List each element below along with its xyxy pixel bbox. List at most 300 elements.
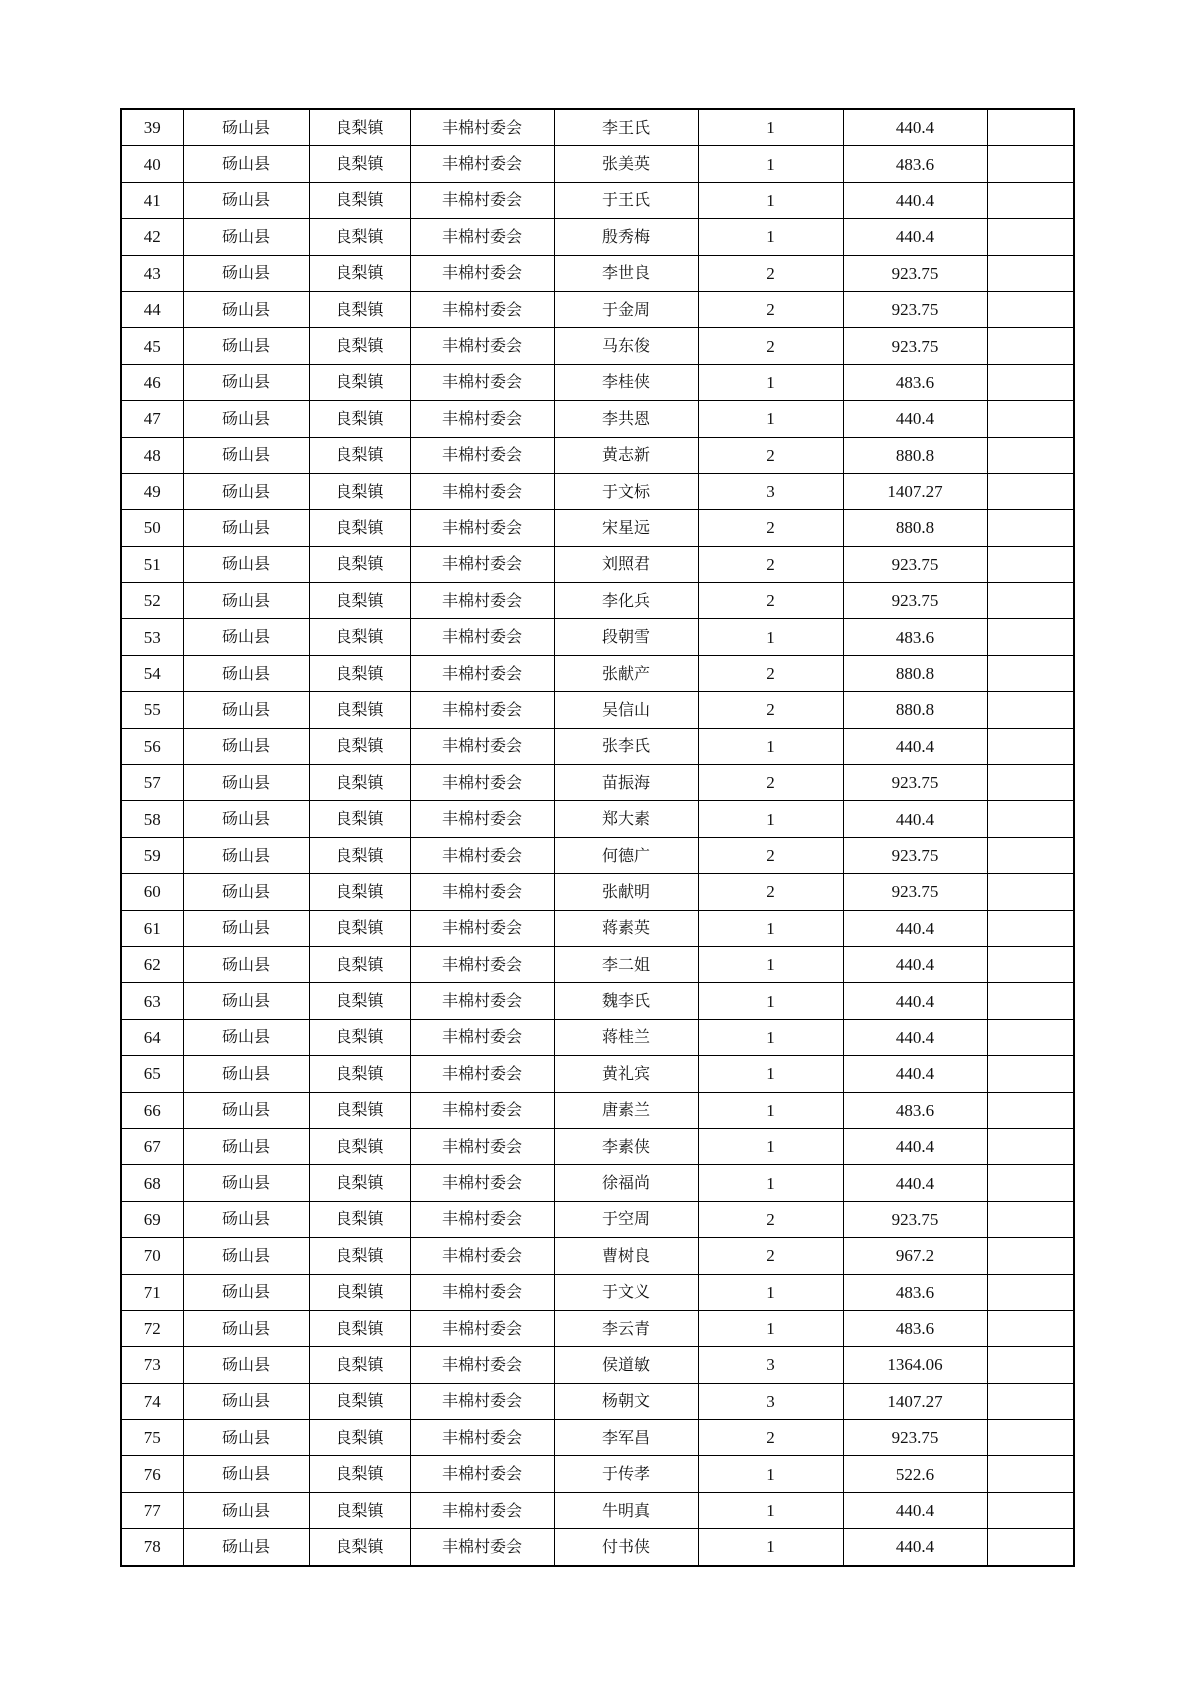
household-count-cell: 2 (698, 874, 843, 910)
amount-cell: 880.8 (843, 510, 987, 546)
town-cell: 良梨镇 (309, 1201, 410, 1237)
county-cell: 砀山县 (183, 109, 309, 146)
note-cell (987, 765, 1074, 801)
village-committee-cell: 丰棉村委会 (410, 874, 554, 910)
person-name-cell: 张李氏 (554, 728, 698, 764)
town-cell: 良梨镇 (309, 910, 410, 946)
note-cell (987, 182, 1074, 218)
village-committee-cell: 丰棉村委会 (410, 619, 554, 655)
row-number-cell: 55 (121, 692, 183, 728)
town-cell: 良梨镇 (309, 1492, 410, 1528)
person-name-cell: 李世良 (554, 255, 698, 291)
household-count-cell: 1 (698, 1492, 843, 1528)
row-number-cell: 70 (121, 1238, 183, 1274)
person-name-cell: 徐福尚 (554, 1165, 698, 1201)
amount-cell: 440.4 (843, 1056, 987, 1092)
town-cell: 良梨镇 (309, 1347, 410, 1383)
note-cell (987, 109, 1074, 146)
county-cell: 砀山县 (183, 983, 309, 1019)
person-name-cell: 张献产 (554, 655, 698, 691)
household-count-cell: 1 (698, 1274, 843, 1310)
household-count-cell: 1 (698, 1019, 843, 1055)
person-name-cell: 苗振海 (554, 765, 698, 801)
table-row (121, 109, 1074, 146)
row-number-cell: 39 (121, 109, 183, 146)
household-count-cell: 1 (698, 1529, 843, 1566)
row-number-cell: 44 (121, 291, 183, 327)
county-cell: 砀山县 (183, 1092, 309, 1128)
amount-cell: 967.2 (843, 1238, 987, 1274)
table-row (121, 255, 1074, 291)
table-row (121, 1347, 1074, 1383)
row-number-cell: 40 (121, 146, 183, 182)
note-cell (987, 219, 1074, 255)
amount-cell: 440.4 (843, 109, 987, 146)
village-committee-cell: 丰棉村委会 (410, 837, 554, 873)
person-name-cell: 蒋素英 (554, 910, 698, 946)
village-committee-cell: 丰棉村委会 (410, 146, 554, 182)
household-count-cell: 3 (698, 1383, 843, 1419)
table-row (121, 328, 1074, 364)
note-cell (987, 910, 1074, 946)
person-name-cell: 黄礼宾 (554, 1056, 698, 1092)
person-name-cell: 刘照君 (554, 546, 698, 582)
row-number-cell: 59 (121, 837, 183, 873)
note-cell (987, 364, 1074, 400)
row-number-cell: 75 (121, 1420, 183, 1456)
household-count-cell: 3 (698, 1347, 843, 1383)
town-cell: 良梨镇 (309, 765, 410, 801)
note-cell (987, 1420, 1074, 1456)
amount-cell: 483.6 (843, 364, 987, 400)
amount-cell: 440.4 (843, 946, 987, 982)
county-cell: 砀山县 (183, 1238, 309, 1274)
town-cell: 良梨镇 (309, 1383, 410, 1419)
town-cell: 良梨镇 (309, 510, 410, 546)
household-count-cell: 3 (698, 473, 843, 509)
person-name-cell: 李军昌 (554, 1420, 698, 1456)
table-row (121, 1310, 1074, 1346)
town-cell: 良梨镇 (309, 364, 410, 400)
row-number-cell: 72 (121, 1310, 183, 1346)
note-cell (987, 837, 1074, 873)
village-committee-cell: 丰棉村委会 (410, 1529, 554, 1566)
county-cell: 砀山县 (183, 910, 309, 946)
note-cell (987, 1492, 1074, 1528)
village-committee-cell: 丰棉村委会 (410, 1128, 554, 1164)
amount-cell: 483.6 (843, 1092, 987, 1128)
row-number-cell: 60 (121, 874, 183, 910)
village-committee-cell: 丰棉村委会 (410, 946, 554, 982)
household-count-cell: 1 (698, 219, 843, 255)
table-row (121, 1383, 1074, 1419)
person-name-cell: 魏李氏 (554, 983, 698, 1019)
person-name-cell: 蒋桂兰 (554, 1019, 698, 1055)
village-committee-cell: 丰棉村委会 (410, 255, 554, 291)
county-cell: 砀山县 (183, 328, 309, 364)
household-count-cell: 2 (698, 510, 843, 546)
table-row (121, 546, 1074, 582)
note-cell (987, 1529, 1074, 1566)
county-cell: 砀山县 (183, 619, 309, 655)
row-number-cell: 73 (121, 1347, 183, 1383)
row-number-cell: 58 (121, 801, 183, 837)
person-name-cell: 吴信山 (554, 692, 698, 728)
note-cell (987, 1347, 1074, 1383)
row-number-cell: 48 (121, 437, 183, 473)
town-cell: 良梨镇 (309, 109, 410, 146)
county-cell: 砀山县 (183, 1347, 309, 1383)
amount-cell: 440.4 (843, 983, 987, 1019)
town-cell: 良梨镇 (309, 728, 410, 764)
household-count-cell: 2 (698, 655, 843, 691)
town-cell: 良梨镇 (309, 328, 410, 364)
note-cell (987, 437, 1074, 473)
note-cell (987, 983, 1074, 1019)
village-committee-cell: 丰棉村委会 (410, 328, 554, 364)
household-count-cell: 2 (698, 437, 843, 473)
amount-cell: 1407.27 (843, 1383, 987, 1419)
note-cell (987, 546, 1074, 582)
household-count-cell: 2 (698, 328, 843, 364)
row-number-cell: 65 (121, 1056, 183, 1092)
village-committee-cell: 丰棉村委会 (410, 546, 554, 582)
county-cell: 砀山县 (183, 1492, 309, 1528)
note-cell (987, 1128, 1074, 1164)
county-cell: 砀山县 (183, 728, 309, 764)
town-cell: 良梨镇 (309, 1056, 410, 1092)
town-cell: 良梨镇 (309, 291, 410, 327)
household-count-cell: 1 (698, 1056, 843, 1092)
table-row (121, 437, 1074, 473)
row-number-cell: 43 (121, 255, 183, 291)
county-cell: 砀山县 (183, 182, 309, 218)
household-count-cell: 1 (698, 728, 843, 764)
row-number-cell: 67 (121, 1128, 183, 1164)
household-count-cell: 1 (698, 1456, 843, 1492)
table-row (121, 182, 1074, 218)
table-row (121, 1092, 1074, 1128)
row-number-cell: 54 (121, 655, 183, 691)
amount-cell: 880.8 (843, 655, 987, 691)
household-count-cell: 1 (698, 801, 843, 837)
person-name-cell: 付书侠 (554, 1529, 698, 1566)
table-row (121, 291, 1074, 327)
table-row (121, 1056, 1074, 1092)
town-cell: 良梨镇 (309, 146, 410, 182)
amount-cell: 483.6 (843, 619, 987, 655)
county-cell: 砀山县 (183, 401, 309, 437)
amount-cell: 522.6 (843, 1456, 987, 1492)
town-cell: 良梨镇 (309, 255, 410, 291)
amount-cell: 440.4 (843, 219, 987, 255)
table-row (121, 583, 1074, 619)
person-name-cell: 马东俊 (554, 328, 698, 364)
county-cell: 砀山县 (183, 692, 309, 728)
county-cell: 砀山县 (183, 473, 309, 509)
village-committee-cell: 丰棉村委会 (410, 655, 554, 691)
amount-cell: 440.4 (843, 1128, 987, 1164)
note-cell (987, 728, 1074, 764)
row-number-cell: 46 (121, 364, 183, 400)
village-committee-cell: 丰棉村委会 (410, 1092, 554, 1128)
household-count-cell: 2 (698, 291, 843, 327)
person-name-cell: 于文标 (554, 473, 698, 509)
amount-cell: 440.4 (843, 1529, 987, 1566)
note-cell (987, 1092, 1074, 1128)
table-row (121, 1019, 1074, 1055)
person-name-cell: 李共恩 (554, 401, 698, 437)
town-cell: 良梨镇 (309, 1310, 410, 1346)
village-committee-cell: 丰棉村委会 (410, 219, 554, 255)
amount-cell: 923.75 (843, 1201, 987, 1237)
table-row (121, 1238, 1074, 1274)
county-cell: 砀山县 (183, 874, 309, 910)
county-cell: 砀山县 (183, 1310, 309, 1346)
row-number-cell: 68 (121, 1165, 183, 1201)
person-name-cell: 李二姐 (554, 946, 698, 982)
note-cell (987, 328, 1074, 364)
amount-cell: 923.75 (843, 328, 987, 364)
household-count-cell: 2 (698, 255, 843, 291)
household-count-cell: 2 (698, 1238, 843, 1274)
table-row (121, 910, 1074, 946)
row-number-cell: 57 (121, 765, 183, 801)
county-cell: 砀山县 (183, 546, 309, 582)
town-cell: 良梨镇 (309, 473, 410, 509)
note-cell (987, 619, 1074, 655)
person-name-cell: 黄志新 (554, 437, 698, 473)
note-cell (987, 874, 1074, 910)
amount-cell: 483.6 (843, 1310, 987, 1346)
beneficiary-table (120, 108, 1075, 1567)
village-committee-cell: 丰棉村委会 (410, 1420, 554, 1456)
row-number-cell: 50 (121, 510, 183, 546)
town-cell: 良梨镇 (309, 692, 410, 728)
county-cell: 砀山县 (183, 1165, 309, 1201)
town-cell: 良梨镇 (309, 1128, 410, 1164)
row-number-cell: 61 (121, 910, 183, 946)
person-name-cell: 宋星远 (554, 510, 698, 546)
village-committee-cell: 丰棉村委会 (410, 291, 554, 327)
note-cell (987, 1056, 1074, 1092)
amount-cell: 1364.06 (843, 1347, 987, 1383)
county-cell: 砀山县 (183, 510, 309, 546)
town-cell: 良梨镇 (309, 983, 410, 1019)
person-name-cell: 李云青 (554, 1310, 698, 1346)
household-count-cell: 1 (698, 1310, 843, 1346)
amount-cell: 440.4 (843, 801, 987, 837)
county-cell: 砀山县 (183, 837, 309, 873)
household-count-cell: 1 (698, 1092, 843, 1128)
amount-cell: 923.75 (843, 874, 987, 910)
town-cell: 良梨镇 (309, 1238, 410, 1274)
village-committee-cell: 丰棉村委会 (410, 1492, 554, 1528)
town-cell: 良梨镇 (309, 655, 410, 691)
note-cell (987, 946, 1074, 982)
county-cell: 砀山县 (183, 437, 309, 473)
table-row (121, 837, 1074, 873)
person-name-cell: 于金周 (554, 291, 698, 327)
town-cell: 良梨镇 (309, 1529, 410, 1566)
town-cell: 良梨镇 (309, 583, 410, 619)
village-committee-cell: 丰棉村委会 (410, 1383, 554, 1419)
amount-cell: 440.4 (843, 1492, 987, 1528)
town-cell: 良梨镇 (309, 946, 410, 982)
town-cell: 良梨镇 (309, 1092, 410, 1128)
table-row (121, 401, 1074, 437)
village-committee-cell: 丰棉村委会 (410, 1201, 554, 1237)
village-committee-cell: 丰棉村委会 (410, 437, 554, 473)
person-name-cell: 何德广 (554, 837, 698, 873)
household-count-cell: 2 (698, 1201, 843, 1237)
note-cell (987, 655, 1074, 691)
household-count-cell: 2 (698, 546, 843, 582)
county-cell: 砀山县 (183, 219, 309, 255)
note-cell (987, 146, 1074, 182)
note-cell (987, 583, 1074, 619)
note-cell (987, 510, 1074, 546)
person-name-cell: 李化兵 (554, 583, 698, 619)
village-committee-cell: 丰棉村委会 (410, 983, 554, 1019)
row-number-cell: 52 (121, 583, 183, 619)
town-cell: 良梨镇 (309, 182, 410, 218)
county-cell: 砀山县 (183, 946, 309, 982)
household-count-cell: 1 (698, 182, 843, 218)
town-cell: 良梨镇 (309, 619, 410, 655)
county-cell: 砀山县 (183, 1201, 309, 1237)
row-number-cell: 66 (121, 1092, 183, 1128)
table-row (121, 1420, 1074, 1456)
village-committee-cell: 丰棉村委会 (410, 1456, 554, 1492)
note-cell (987, 473, 1074, 509)
table-row (121, 510, 1074, 546)
row-number-cell: 64 (121, 1019, 183, 1055)
household-count-cell: 1 (698, 146, 843, 182)
person-name-cell: 牛明真 (554, 1492, 698, 1528)
row-number-cell: 42 (121, 219, 183, 255)
amount-cell: 483.6 (843, 1274, 987, 1310)
household-count-cell: 1 (698, 619, 843, 655)
town-cell: 良梨镇 (309, 546, 410, 582)
note-cell (987, 401, 1074, 437)
town-cell: 良梨镇 (309, 837, 410, 873)
amount-cell: 923.75 (843, 255, 987, 291)
village-committee-cell: 丰棉村委会 (410, 583, 554, 619)
amount-cell: 440.4 (843, 1019, 987, 1055)
table-row (121, 874, 1074, 910)
town-cell: 良梨镇 (309, 1274, 410, 1310)
village-committee-cell: 丰棉村委会 (410, 728, 554, 764)
row-number-cell: 71 (121, 1274, 183, 1310)
village-committee-cell: 丰棉村委会 (410, 1238, 554, 1274)
household-count-cell: 2 (698, 765, 843, 801)
person-name-cell: 李桂侠 (554, 364, 698, 400)
household-count-cell: 2 (698, 837, 843, 873)
table-row (121, 219, 1074, 255)
village-committee-cell: 丰棉村委会 (410, 364, 554, 400)
table-body (121, 109, 1074, 1566)
table-row (121, 983, 1074, 1019)
table-row (121, 1274, 1074, 1310)
note-cell (987, 1201, 1074, 1237)
row-number-cell: 45 (121, 328, 183, 364)
household-count-cell: 2 (698, 583, 843, 619)
county-cell: 砀山县 (183, 583, 309, 619)
row-number-cell: 76 (121, 1456, 183, 1492)
village-committee-cell: 丰棉村委会 (410, 1019, 554, 1055)
amount-cell: 923.75 (843, 583, 987, 619)
row-number-cell: 41 (121, 182, 183, 218)
table-row (121, 1529, 1074, 1566)
amount-cell: 1407.27 (843, 473, 987, 509)
amount-cell: 923.75 (843, 546, 987, 582)
amount-cell: 483.6 (843, 146, 987, 182)
note-cell (987, 692, 1074, 728)
household-count-cell: 1 (698, 1128, 843, 1164)
county-cell: 砀山县 (183, 655, 309, 691)
table-row (121, 692, 1074, 728)
household-count-cell: 1 (698, 1165, 843, 1201)
person-name-cell: 于空周 (554, 1201, 698, 1237)
table-row (121, 364, 1074, 400)
table-row (121, 1456, 1074, 1492)
town-cell: 良梨镇 (309, 1420, 410, 1456)
person-name-cell: 张美英 (554, 146, 698, 182)
person-name-cell: 侯道敏 (554, 1347, 698, 1383)
village-committee-cell: 丰棉村委会 (410, 473, 554, 509)
row-number-cell: 78 (121, 1529, 183, 1566)
person-name-cell: 段朝雪 (554, 619, 698, 655)
household-count-cell: 1 (698, 910, 843, 946)
amount-cell: 923.75 (843, 291, 987, 327)
county-cell: 砀山县 (183, 1019, 309, 1055)
village-committee-cell: 丰棉村委会 (410, 692, 554, 728)
table-row (121, 1165, 1074, 1201)
village-committee-cell: 丰棉村委会 (410, 1310, 554, 1346)
village-committee-cell: 丰棉村委会 (410, 1165, 554, 1201)
village-committee-cell: 丰棉村委会 (410, 1056, 554, 1092)
row-number-cell: 63 (121, 983, 183, 1019)
county-cell: 砀山县 (183, 801, 309, 837)
row-number-cell: 51 (121, 546, 183, 582)
village-committee-cell: 丰棉村委会 (410, 510, 554, 546)
county-cell: 砀山县 (183, 1420, 309, 1456)
county-cell: 砀山县 (183, 1529, 309, 1566)
table-row (121, 1201, 1074, 1237)
person-name-cell: 杨朝文 (554, 1383, 698, 1419)
person-name-cell: 唐素兰 (554, 1092, 698, 1128)
town-cell: 良梨镇 (309, 874, 410, 910)
county-cell: 砀山县 (183, 765, 309, 801)
village-committee-cell: 丰棉村委会 (410, 109, 554, 146)
village-committee-cell: 丰棉村委会 (410, 1347, 554, 1383)
village-committee-cell: 丰棉村委会 (410, 182, 554, 218)
row-number-cell: 47 (121, 401, 183, 437)
row-number-cell: 77 (121, 1492, 183, 1528)
table-row (121, 1492, 1074, 1528)
person-name-cell: 殷秀梅 (554, 219, 698, 255)
table-row (121, 1128, 1074, 1164)
note-cell (987, 1165, 1074, 1201)
amount-cell: 440.4 (843, 401, 987, 437)
county-cell: 砀山县 (183, 1056, 309, 1092)
row-number-cell: 74 (121, 1383, 183, 1419)
town-cell: 良梨镇 (309, 801, 410, 837)
household-count-cell: 2 (698, 692, 843, 728)
person-name-cell: 郑大素 (554, 801, 698, 837)
note-cell (987, 255, 1074, 291)
